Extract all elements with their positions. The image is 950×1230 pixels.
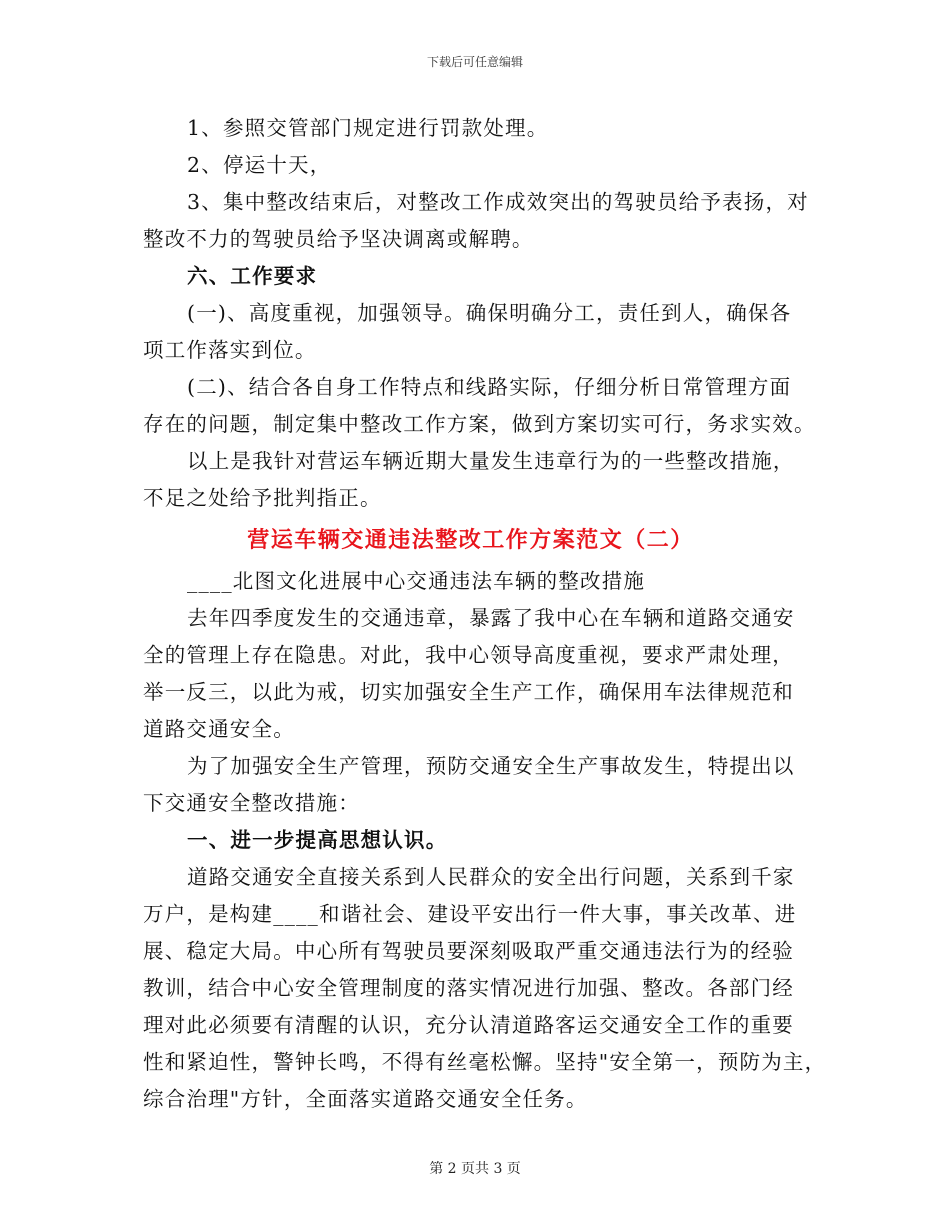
paragraph-line: 1、参照交管部门规定进行罚款处理。	[187, 116, 549, 140]
paragraph-line: 以上是我针对营运车辆近期大量发生违章行为的一些整改措施，	[187, 449, 795, 473]
paragraph-line: 为了加强安全生产管理，预防交通安全生产事故发生，特提出以	[187, 754, 795, 778]
paragraph-line: 存在的问题，制定集中整改工作方案，做到方案切实可行，务求实效。	[143, 412, 816, 436]
paragraph-line: 性和紧迫性，警钟长鸣，不得有丝毫松懈。坚持"安全第一，预防为主，	[143, 1050, 827, 1074]
paragraph-line: 展、稳定大局。中心所有驾驶员要深刻吸取严重交通违法行为的经验	[143, 939, 794, 963]
section-heading: 六、工作要求	[187, 264, 318, 288]
paragraph-line: 项工作落实到位。	[143, 338, 317, 362]
paragraph-line: 下交通安全整改措施：	[143, 791, 360, 815]
paragraph-line: 3、集中整改结束后，对整改工作成效突出的驾驶员给予表扬，对	[187, 190, 809, 214]
document-body	[143, 110, 827, 1118]
paragraph-line: 综合治理"方针，全面落实道路交通安全任务。	[143, 1087, 588, 1111]
paragraph-line: 道路交通安全。	[143, 717, 295, 741]
paragraph-line: 举一反三，以此为戒，切实加强安全生产工作，确保用车法律规范和	[143, 680, 794, 704]
paragraph-line: (一)、高度重视，加强领导。确保明确分工，责任到人，确保各	[187, 301, 792, 325]
paragraph-line: 理对此必须要有清醒的认识，充分认清道路客运交通安全工作的重要	[143, 1013, 794, 1037]
paragraph-line: 不足之处给予批判指正。	[143, 486, 382, 510]
paragraph-line: 2、停运十天，	[187, 153, 332, 177]
paragraph-line: 万户，是构建____和谐社会、建设平安出行一件大事，事关改革、进	[143, 902, 797, 926]
paragraph-line: 整改不力的驾驶员给予坚决调离或解聘。	[143, 227, 534, 251]
paragraph-line: ____北图文化进展中心交通违法车辆的整改措施	[187, 569, 646, 593]
paragraph-line: 去年四季度发生的交通违章，暴露了我中心在车辆和道路交通安	[187, 606, 795, 630]
paragraph-line: 全的管理上存在隐患。对此，我中心领导高度重视，要求严肃处理，	[143, 643, 794, 667]
document-title: 营运车辆交通违法整改工作方案范文（二）	[247, 527, 694, 553]
paragraph-line: (二)、结合各自身工作特点和线路实际，仔细分析日常管理方面	[187, 375, 792, 399]
section-heading: 一、进一步提高思想认识。	[187, 828, 448, 852]
page-number: 第 2 页共 3 页	[429, 1161, 521, 1177]
paragraph-line: 教训，结合中心安全管理制度的落实情况进行加强、整改。各部门经	[143, 976, 794, 1000]
paragraph-line: 道路交通安全直接关系到人民群众的安全出行问题，关系到千家	[187, 865, 795, 889]
header-note: 下载后可任意编辑	[426, 55, 523, 69]
